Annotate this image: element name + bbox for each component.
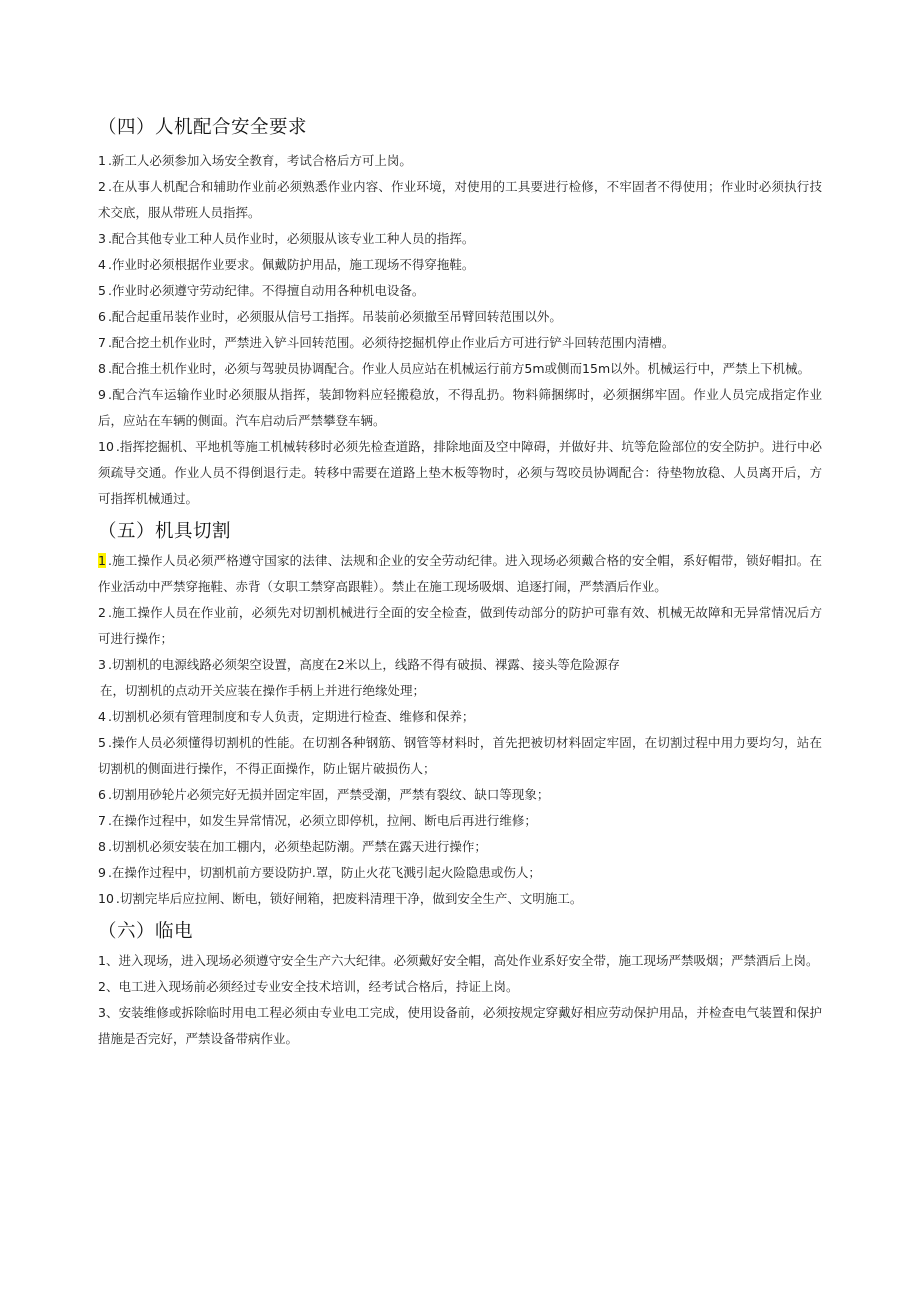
list-item — [98, 730, 822, 782]
section-title: （四）人机配合安全要求 — [98, 117, 308, 138]
list-item — [98, 356, 822, 382]
item-text: .切割完毕后应拉闸、断电，锁好闸箱，把废料清理干净，做到安全生产、文明施工。 — [115, 891, 583, 906]
item-text: .操作人员必须懂得切割机的性能。在切割各种钢筋、钢管等材料时，首先把被切材料固定牢固，在切割过程中用力要均匀，站在切割机的侧面进行操作，不得正面操作，防止锯片破损伤人； — [98, 735, 822, 776]
item-number: 7 — [98, 335, 106, 350]
item-text: .切割机必须有管理制度和专人负责，定期进行检查、维修和保养； — [107, 709, 475, 724]
item-number: 4 — [98, 257, 106, 272]
list-item — [98, 834, 822, 860]
item-text: .在操作过程中，切割机前方要设防护.罩，防止火花飞溅引起火险隐患或伤人； — [107, 865, 541, 880]
item-text: .在操作过程中，如发生异常情况，必须立即停机，拉闸、断电后再进行维修； — [107, 813, 537, 828]
item-number: 10 — [98, 439, 114, 454]
list-item — [98, 886, 822, 912]
item-text: 在，切割机的点动开关应装在操作手柄上并进行绝缘处理； — [100, 683, 426, 698]
item-number: 1、 — [98, 953, 119, 968]
item-text: 进入现场，进入现场必须遵守安全生产六大纪律。必须戴好安全帽，高处作业系好安全带，施工现场严禁吸烟；严禁酒后上岗。 — [118, 953, 819, 968]
item-text: .作业时必须遵守劳动纪律。不得擅自动用各种机电设备。 — [107, 283, 425, 298]
item-number: 2、 — [98, 979, 119, 994]
item-text: .指挥挖掘机、平地机等施工机械转移时必须先检查道路，排除地面及空中障碍，并做好井、坑等危险部位的安全防护。进行中必须疏导交通。作业人员不得倒退行走。转移中需要在道路上垫木板等物时，必须与驾咬员协调配合：待垫物放稳、人员离开后，方可指挥机械通过。 — [98, 439, 822, 506]
list-item — [98, 148, 822, 174]
list-item — [98, 434, 822, 512]
item-number: 9 — [98, 387, 106, 402]
list-item — [98, 652, 822, 678]
list-item — [98, 1000, 822, 1052]
item-number: 3、 — [98, 1005, 119, 1020]
item-text: 电工进入现场前必须经过专业安全技术培训，经考试合格后，持证上岗。 — [118, 979, 519, 994]
item-text: .切割机必须安装在加工棚内，必须垫起防潮。严禁在露天进行操作； — [107, 839, 487, 854]
item-number: 3 — [98, 231, 106, 246]
list-item — [98, 330, 822, 356]
item-text: .作业时必须根据作业要求。佩戴防护用品，施工现场不得穿拖鞋。 — [107, 257, 475, 272]
item-text: .配合挖土机作业时，严禁进入铲斗回转范围。必须待挖掘机停止作业后方可进行铲斗回转范围内清槽。 — [107, 335, 675, 350]
item-number: 5 — [98, 283, 106, 298]
item-number-highlighted: 1 — [98, 553, 106, 568]
item-number: 8 — [98, 839, 106, 854]
item-number: 7 — [98, 813, 106, 828]
list-item — [98, 252, 822, 278]
item-number: 4 — [98, 709, 106, 724]
item-text: .切割用砂轮片必须完好无损并固定牢固，严禁受潮，严禁有裂纹、缺口等现象； — [107, 787, 550, 802]
list-item-continuation — [98, 678, 822, 704]
item-number: 8 — [98, 361, 106, 376]
item-text: .配合推土机作业时，必须与驾驶员协调配合。作业人员应站在机械运行前方5m或侧而15m以外。机械运行中，严禁上下机械。 — [107, 361, 811, 376]
item-text: .施工操作人员必须严格遵守国家的法律、法规和企业的安全劳动纪律。进入现场必须戴合格的安全帽，系好帽带，锁好帽扣。在作业活动中严禁穿拖鞋、赤背（女职工禁穿高跟鞋）。禁止在施工现场吸烟、追逐打闹，严禁酒后作业。 — [98, 553, 822, 594]
section-title: （五）机具切割 — [98, 521, 232, 542]
list-item — [98, 782, 822, 808]
list-item — [98, 226, 822, 252]
item-number: 6 — [98, 787, 106, 802]
item-text: 安装维修或拆除临时用电工程必须由专业电工完成，使用设备前，必须按规定穿戴好相应劳动保护用品，并检查电气装置和保护措施是否完好，严禁设备带病作业。 — [98, 1005, 822, 1046]
list-item — [98, 304, 822, 330]
list-item — [98, 974, 822, 1000]
list-item — [98, 704, 822, 730]
section-title: （六）临电 — [98, 921, 194, 942]
document-page — [98, 112, 822, 1052]
item-text: .配合汽车运输作业时必须服从指挥，装卸物料应轻搬稳放，不得乱扔。物料筛捆绑时，必须捆绑牢固。作业人员完成指定作业后，应站在车辆的侧面。汽车启动后严禁攀登车辆。 — [98, 387, 822, 428]
item-text: .切割机的电源线路必须架空设置，高度在2米以上，线路不得有破损、裸露、接头等危险源存 — [107, 657, 620, 672]
list-item — [98, 278, 822, 304]
item-number: 5 — [98, 735, 106, 750]
item-text: .施工操作人员在作业前，必须先对切割机械进行全面的安全检查，做到传动部分的防护可靠有效、机械无故障和无异常情况后方可进行操作； — [98, 605, 822, 646]
item-number: 6 — [98, 309, 106, 324]
list-item — [98, 174, 822, 226]
item-number: 10 — [98, 891, 114, 906]
item-text: .配合其他专业工种人员作业时，必须服从该专业工种人员的指挥。 — [107, 231, 475, 246]
item-number: 1 — [98, 153, 106, 168]
list-item — [98, 860, 822, 886]
item-text: .新工人必须参加入场安全教育，考试合格后方可上岗。 — [107, 153, 412, 168]
item-number: 3 — [98, 657, 106, 672]
list-item — [98, 548, 822, 600]
list-item — [98, 808, 822, 834]
item-text: .在从事人机配合和辅助作业前必须熟悉作业内容、作业环境，对使用的工具要进行检修，不牢固者不得使用；作业时必须执行技术交底，服从带班人员指挥。 — [98, 179, 822, 220]
list-item — [98, 600, 822, 652]
item-number: 2 — [98, 179, 106, 194]
list-item — [98, 948, 822, 974]
item-number: 9 — [98, 865, 106, 880]
item-text: .配合起重吊装作业时，必须服从信号工指挥。吊装前必须撤至吊臂回转范围以外。 — [107, 309, 562, 324]
list-item — [98, 382, 822, 434]
item-number: 2 — [98, 605, 106, 620]
